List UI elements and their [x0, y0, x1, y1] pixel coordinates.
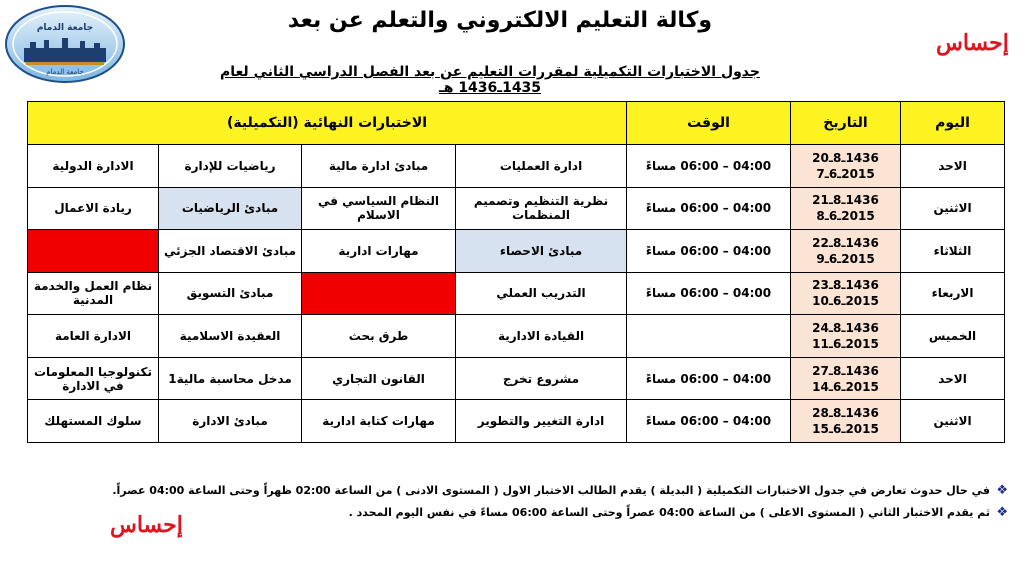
course-cell: نظرية التنظيم وتصميم المنظمات: [456, 187, 627, 230]
diamond-bullet-icon: ❖: [996, 483, 1008, 498]
time-cell: 04:00 – 06:00 مساءً: [627, 187, 791, 230]
course-cell: القانون التجاري: [302, 357, 456, 400]
course-cell: مبادئ ادارة مالية: [302, 145, 456, 188]
gregorian-date: 2015ـ6ـ14: [812, 379, 879, 394]
time-cell: [627, 315, 791, 358]
course-cell: تكنولوجيا المعلومات في الادارة: [28, 357, 159, 400]
course-cell: ريادة الاعمال: [28, 187, 159, 230]
time-cell: 04:00 – 06:00 مساءً: [627, 230, 791, 273]
day-cell: الثلاثاء: [901, 230, 1005, 273]
course-cell: نظام العمل والخدمة المدنية: [28, 272, 159, 315]
course-cell: النظام السياسي في الاسلام: [302, 187, 456, 230]
gregorian-date: 2015ـ6ـ7: [816, 166, 875, 181]
day-cell: الاربعاء: [901, 272, 1005, 315]
course-cell: مهارات كتابة ادارية: [302, 400, 456, 443]
course-cell: مبادئ الادارة: [159, 400, 302, 443]
table-row: [28, 145, 1005, 188]
date-cell: [791, 315, 901, 358]
course-cell: مبادئ الرياضيات: [159, 187, 302, 230]
time-cell: 04:00 – 06:00 مساءً: [627, 357, 791, 400]
logo-text-top: جامعة الدمام: [36, 23, 94, 33]
course-cell: ادارة العمليات: [456, 145, 627, 188]
date-cell: [791, 272, 901, 315]
day-cell: الاثنين: [901, 400, 1005, 443]
course-cell: رياضيات للإدارة: [159, 145, 302, 188]
course-cell: مهارات ادارية: [302, 230, 456, 273]
exam-schedule-table: [27, 101, 1005, 443]
date-cell: [791, 230, 901, 273]
page-title: وكالة التعليم الالكتروني والتعلم عن بعد: [287, 8, 713, 33]
day-cell: الاحد: [901, 357, 1005, 400]
empty-red-cell: [28, 230, 159, 273]
course-cell: طرق بحث: [302, 315, 456, 358]
table-header-row: [28, 102, 1005, 145]
header-date: التاريخ: [791, 102, 901, 145]
gregorian-date: 2015ـ6ـ10: [812, 294, 879, 309]
hijri-date: 1436ـ8ـ23: [812, 278, 879, 293]
course-cell: مبادئ التسويق: [159, 272, 302, 315]
hijri-date: 1436ـ8ـ28: [812, 406, 879, 421]
day-cell: الاثنين: [901, 187, 1005, 230]
course-cell: مبادئ الاحصاء: [456, 230, 627, 273]
header-time: الوقت: [627, 102, 791, 145]
hijri-date: 1436ـ8ـ24: [812, 321, 879, 336]
time-cell: 04:00 – 06:00 مساءً: [627, 272, 791, 315]
date-cell: [791, 357, 901, 400]
header-exams: الاختبارات النهائية (التكميلية): [28, 102, 627, 145]
course-cell: مدخل محاسبة مالية1: [159, 357, 302, 400]
course-cell: القيادة الادارية: [456, 315, 627, 358]
course-cell: الادارة العامة: [28, 315, 159, 358]
time-cell: 04:00 – 06:00 مساءً: [627, 400, 791, 443]
diamond-bullet-icon: ❖: [996, 505, 1008, 520]
course-cell: الادارة الدولية: [28, 145, 159, 188]
table-row: [28, 272, 1005, 315]
logo-text-bottom: جامعة الدمام: [46, 68, 84, 76]
day-cell: الخميس: [901, 315, 1005, 358]
gregorian-date: 2015ـ6ـ15: [812, 422, 879, 437]
table-row: [28, 315, 1005, 358]
day-cell: الاحد: [901, 145, 1005, 188]
date-cell: [791, 400, 901, 443]
gregorian-date: 2015ـ6ـ9: [816, 251, 875, 266]
table-row: [28, 357, 1005, 400]
course-cell: مبادئ الاقتصاد الجزئي: [159, 230, 302, 273]
course-cell: التدريب العملي: [456, 272, 627, 315]
notes-list: [112, 480, 1008, 524]
course-cell: ادارة التغيير والتطوير: [456, 400, 627, 443]
page-subtitle: جدول الاختبارات التكميلية لمقررات التعليم عن بعد الفصل الدراسي الثاني لعام 1435ـ1436 هـ: [220, 64, 760, 96]
watermark-top: إحساس: [936, 30, 1009, 56]
empty-red-cell: [302, 272, 456, 315]
table-row: [28, 400, 1005, 443]
course-cell: العقيدة الاسلامية: [159, 315, 302, 358]
hijri-date: 1436ـ8ـ20: [812, 150, 879, 165]
hijri-date: 1436ـ8ـ22: [812, 235, 879, 250]
hijri-date: 1436ـ8ـ27: [812, 363, 879, 378]
table-row: [28, 230, 1005, 273]
date-cell: [791, 145, 901, 188]
time-cell: 04:00 – 06:00 مساءً: [627, 145, 791, 188]
course-cell: سلوك المستهلك: [28, 400, 159, 443]
note-text: ثم يقدم الاختبار الثاني ( المستوى الاعلى ) من الساعة 04:00 عصراً وحتى الساعة 06:00 مساءً في نفس اليوم المحدد .: [348, 506, 990, 519]
gregorian-date: 2015ـ6ـ11: [812, 337, 879, 352]
table-row: [28, 187, 1005, 230]
course-cell: مشروع تخرج: [456, 357, 627, 400]
note-item: [112, 480, 1008, 502]
university-logo-icon: [4, 4, 126, 84]
note-text: في حال حدوث تعارض في جدول الاختبارات التكميلية ( البديلة ) يقدم الطالب الاختبار الاول ( المستوى الادنى ) من الساعة 02:00 ظهراً وحتى الساعة 04:00 عصراً.: [112, 484, 990, 497]
gregorian-date: 2015ـ6ـ8: [816, 209, 875, 224]
note-item: [200, 502, 1008, 524]
date-cell: [791, 187, 901, 230]
hijri-date: 1436ـ8ـ21: [812, 193, 879, 208]
watermark-bottom: إحساس: [110, 512, 183, 538]
header-day: اليوم: [901, 102, 1005, 145]
